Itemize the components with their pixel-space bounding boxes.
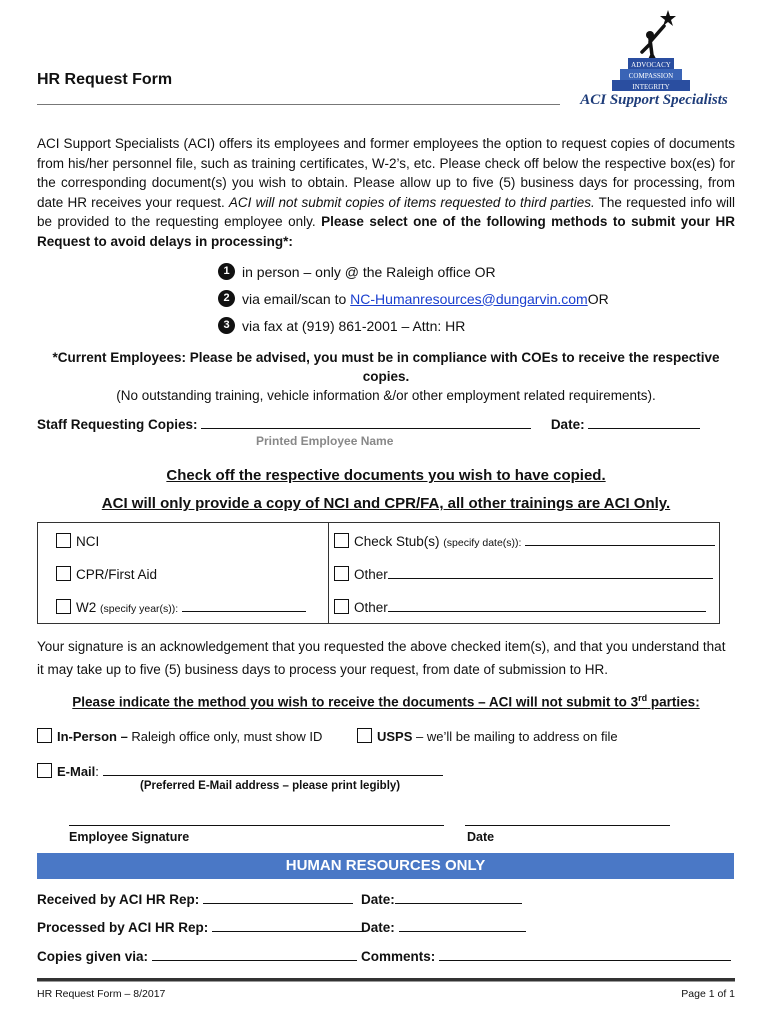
method-fax [218, 312, 609, 339]
logo-caption: ACI Support Specialists [580, 92, 728, 108]
other-1-field[interactable] [388, 566, 713, 579]
received-date-field[interactable] [395, 890, 522, 904]
received-label: Received by ACI HR Rep: [37, 892, 200, 907]
documents-subheading: ACI will only provide a copy of NCI and CPR/FA, all other trainings are ACI Only. [101, 495, 671, 512]
email-colon: : [95, 764, 99, 779]
receive-heading-text: Please indicate the method you wish to receive the documents – ACI will not submit to 3 [72, 694, 639, 710]
cpr-checkbox[interactable] [56, 566, 71, 581]
staff-date-label: Date: [550, 417, 585, 432]
acknowledgement-text: Your signature is an acknowledgement that you requested the above checked item(s), and that you understand that it may take up to five (5) business days to process your request, from date of submission to HR. [37, 639, 726, 677]
nci-checkbox[interactable] [56, 533, 71, 548]
staff-row [37, 414, 700, 432]
usps-label: USPS [377, 729, 413, 744]
doc-other-1 [334, 566, 713, 582]
signature-date-label: Date [467, 830, 495, 844]
printed-name-hint: Printed Employee Name [256, 434, 394, 448]
date-label: Date: [361, 920, 395, 935]
method-text: in person – only @ the Raleigh office OR [242, 263, 496, 280]
in-person-checkbox[interactable] [37, 728, 52, 743]
number-two-icon: 2 [218, 290, 235, 307]
in-person-detail: Raleigh office only, must show ID [127, 729, 323, 744]
documents-heading: Check off the respective documents you wish to have copied. [166, 467, 606, 484]
doc-other-2 [334, 599, 706, 615]
usps-detail: – we’ll be mailing to address on file [412, 729, 618, 744]
employee-signature-field[interactable] [69, 825, 444, 826]
intro-paragraph [37, 134, 735, 251]
title-divider [37, 104, 560, 105]
intro-text: ACI Support Specialists (ACI) offers its employees and former employees the option to request copies of documents from his/her personnel file, such as training certificates, W-2’s, etc. Please check off below the respective box(es) for the corresponding document(s) you wish to obtain. Please allow up to five (5) business days for processing, from date HR receives your request. [37, 136, 735, 210]
check-stub-date-field[interactable] [525, 533, 715, 546]
processed-field[interactable] [212, 918, 362, 932]
number-one-icon: 1 [218, 263, 235, 280]
doc-label: W2 [76, 600, 101, 615]
email-checkbox[interactable] [37, 763, 52, 778]
doc-check-stub [334, 533, 715, 549]
logo-word-1: ADVOCACY [631, 61, 671, 69]
footer-page-number: Page 1 of 1 [681, 988, 735, 1000]
w2-year-field[interactable] [182, 599, 306, 612]
method-suffix: OR [587, 290, 609, 307]
staff-date-field[interactable] [588, 414, 700, 429]
intro-bold: Please select one of the following methods to submit your HR Request to avoid delays in processing*: [37, 214, 735, 249]
signature-date-field[interactable] [465, 825, 670, 826]
processed-label: Processed by ACI HR Rep: [37, 920, 209, 935]
in-person-label: In-Person – [57, 729, 128, 744]
hr-copies-row [37, 947, 357, 964]
current-employees-notice [37, 348, 735, 405]
usps-checkbox[interactable] [357, 728, 372, 743]
other-2-field[interactable] [388, 599, 706, 612]
method-in-person [218, 258, 609, 285]
method-text: via fax at (919) 861-2001 – Attn: HR [242, 317, 466, 334]
number-three-icon: 3 [218, 317, 235, 334]
email-label: E-Mail [57, 764, 96, 779]
comments-field[interactable] [439, 947, 731, 961]
employee-signature-label: Employee Signature [69, 830, 190, 844]
check-stub-checkbox[interactable] [334, 533, 349, 548]
documents-table [37, 522, 720, 624]
hr-only-banner: HUMAN RESOURCES ONLY [37, 853, 734, 879]
doc-label: Other [354, 567, 388, 582]
other-1-checkbox[interactable] [334, 566, 349, 581]
date-label: Date: [361, 892, 395, 907]
star-icon [660, 10, 676, 26]
intro-text-2: The requested info will be provided to the requesting employee only. [37, 194, 735, 229]
doc-w2 [56, 599, 306, 615]
comments-label: Comments: [361, 949, 436, 964]
email-field[interactable] [103, 763, 443, 776]
check-stub-note: (specify date(s)): [443, 537, 522, 549]
doc-label: CPR/First Aid [76, 567, 158, 582]
method-text: via email/scan to [242, 290, 347, 307]
hr-date-row-1 [361, 890, 522, 907]
hr-date-row-2 [361, 918, 526, 935]
receive-email [37, 763, 443, 779]
receive-heading-end: parties: [647, 694, 700, 710]
footer-form-id: HR Request Form – 8/2017 [37, 988, 166, 1000]
email-note: (Preferred E-Mail address – please print legibly) [140, 780, 401, 792]
doc-label: Check Stub(s) [354, 534, 444, 549]
doc-cpr [56, 566, 157, 582]
method-email [218, 285, 609, 312]
notice-detail: (No outstanding training, vehicle information &/or other employment related requirements). [116, 388, 656, 403]
doc-label: NCI [76, 534, 100, 549]
intro-italic: ACI will not submit copies of items requested to third parties. [228, 194, 595, 210]
receive-usps [357, 728, 618, 744]
submission-methods [218, 258, 609, 339]
receive-heading-sup: rd [638, 693, 648, 703]
logo-word-3: INTEGRITY [632, 83, 670, 91]
hr-email-link[interactable]: NC-Humanresources@dungarvin.com [350, 290, 588, 307]
doc-nci [56, 533, 99, 549]
copies-field[interactable] [152, 947, 357, 961]
copies-label: Copies given via: [37, 949, 149, 964]
receive-method-heading [37, 693, 735, 710]
staff-label: Staff Requesting Copies: [37, 417, 198, 432]
doc-label: Other [354, 600, 388, 615]
w2-note: (specify year(s)): [100, 603, 179, 615]
hr-received-row [37, 890, 353, 907]
footer-divider [37, 978, 735, 982]
processed-date-field[interactable] [399, 918, 526, 932]
logo-word-2: COMPASSION [628, 72, 674, 80]
page-title: HR Request Form [37, 71, 173, 88]
hr-comments-row [361, 947, 731, 964]
staff-name-field[interactable] [201, 414, 531, 429]
notice-bold: *Current Employees: Please be advised, you must be in compliance with COEs to receive the respective copies. [52, 350, 720, 384]
w2-checkbox[interactable] [56, 599, 71, 614]
receive-in-person [37, 728, 322, 744]
other-2-checkbox[interactable] [334, 599, 349, 614]
table-divider [328, 523, 329, 623]
hr-processed-row [37, 918, 362, 935]
received-field[interactable] [203, 890, 353, 904]
